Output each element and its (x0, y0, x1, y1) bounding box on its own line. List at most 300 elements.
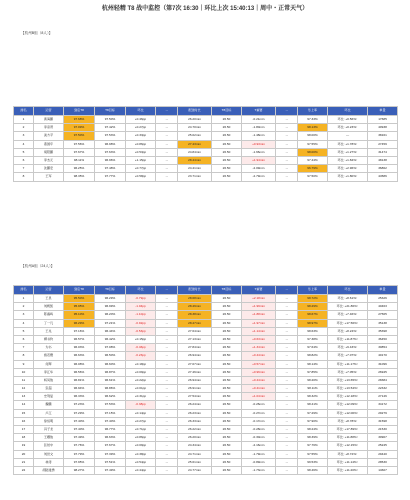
cell-time-target: 26.50 (212, 360, 242, 368)
cell-rank: 19 (14, 442, 34, 450)
table-row (14, 344, 398, 352)
cell-name: 柳书钧 (34, 335, 64, 343)
cell-t8-target: 96.99% (95, 303, 126, 311)
cell-t8-change: -0.92pp (126, 319, 156, 327)
cell-orders: 30907 (368, 434, 398, 442)
table-row (14, 132, 398, 140)
cell-t8-target: 96.60% (95, 360, 126, 368)
cell-t8-rate: 98.27% (64, 466, 95, 474)
table-row (14, 148, 398, 156)
cell-orders: 48138 (368, 156, 398, 164)
cell-delivery-time: 25.61min (178, 458, 212, 466)
cell-t8-target: 97.53% (95, 132, 126, 140)
cell-orders: 27459 (368, 140, 398, 148)
cell-time-target: 26.50 (212, 376, 242, 384)
cell-delivery-time: 27.46min (178, 368, 212, 376)
cell-name: 胡陆建勇 (34, 466, 64, 474)
cell-on-time-rate: 96.79% (298, 165, 328, 173)
cell-t8-rate: 96.81% (64, 376, 95, 384)
cell-t8-rate: 97.95% (64, 458, 95, 466)
cell-arrow: → (156, 344, 178, 352)
cell-arrow2: → (276, 148, 298, 156)
cell-t8-target: 96.42% (95, 335, 126, 343)
cell-on-time-rate: 97.55% (298, 140, 328, 148)
table-row (14, 352, 398, 360)
cell-on-time-rate: 98.32% (298, 393, 328, 401)
cell-name: 李彦贤 (34, 124, 64, 132)
cell-rate-change: 环比: +1.80%↑ (328, 173, 368, 181)
cell-rate-change: 环比: +1.78%↑ (328, 140, 368, 148)
header-rank: 排名 (14, 107, 34, 116)
cell-t8-target: 97.15% (95, 409, 126, 417)
cell-t8-change: +0.44pp (126, 466, 156, 474)
cell-rank: 4 (14, 319, 34, 327)
cell-t8-change: +0.18pp (126, 360, 156, 368)
header-t8-change: 环比 (126, 107, 156, 116)
cell-rate-change: 环比: +8.24%↑ (328, 327, 368, 335)
cell-arrow: → (156, 116, 178, 124)
cell-name: 林涛 (34, 458, 64, 466)
cell-time-delta: +0.44min (242, 376, 276, 384)
cell-rate-change: 环比: +7.46%↑ (328, 311, 368, 319)
cell-rate-change: 环比: +11.88%↑ (328, 434, 368, 442)
cell-rank: 6 (14, 335, 34, 343)
cell-t8-change: +0.58pp (126, 173, 156, 181)
cell-time-delta: -2.16min (242, 442, 276, 450)
cell-rank: 22 (14, 466, 34, 474)
cell-orders: 35398 (368, 327, 398, 335)
cell-t8-target: 96.86% (95, 385, 126, 393)
cell-t8-change: +0.27pp (126, 124, 156, 132)
cell-orders: 36862 (368, 165, 398, 173)
cell-rate-change: 环比: +17.56%↑ (328, 319, 368, 327)
cell-arrow: → (156, 426, 178, 434)
cell-rate-change: 环比: +12.09%↑ (328, 401, 368, 409)
cell-orders: 34172 (368, 401, 398, 409)
cell-arrow: → (156, 393, 178, 401)
cell-on-time-rate: 98.24% (298, 426, 328, 434)
cell-time-delta: -0.26min (242, 401, 276, 409)
cell-orders: 31096 (368, 360, 398, 368)
cell-name: 为书 (34, 344, 64, 352)
cell-t8-rate: 96.94% (64, 385, 95, 393)
header-arrow2: → (276, 107, 298, 116)
cell-time-target: 26.50 (212, 401, 242, 409)
cell-arrow2: → (276, 132, 298, 140)
cell-name: 杨凤俊 (34, 376, 64, 384)
cell-rate-change: 环比: +8.78%↑ (328, 417, 368, 425)
cell-delivery-time: 26.91min (178, 385, 212, 393)
cell-t8-rate: 97.40% (64, 417, 95, 425)
table-row (14, 360, 398, 368)
cell-t8-rate: 96.57% (64, 335, 95, 343)
cell-t8-rate: 96.25% (64, 165, 95, 173)
table-row (14, 442, 398, 450)
cell-time-delta: -0.28min (242, 426, 276, 434)
header-rate-change: 环比 (328, 107, 368, 116)
cell-name: 王兆 (34, 327, 64, 335)
cell-t8-target: 96.50% (95, 352, 126, 360)
cell-time-target: 26.50 (212, 442, 242, 450)
cell-time-delta: -0.30min (242, 434, 276, 442)
cell-time-delta: -1.73min (242, 466, 276, 474)
cell-time-delta: +1.34min (242, 344, 276, 352)
cell-name: 施若鹭 (34, 352, 64, 360)
cell-time-target: 26.50 (212, 116, 242, 124)
cell-time-delta: +0.57min (242, 360, 276, 368)
cell-rate-change: 环比: +7.07%↑ (328, 352, 368, 360)
cell-rank: 11 (14, 376, 34, 384)
cell-arrow2: → (276, 385, 298, 393)
table-row (14, 319, 398, 327)
cell-time-target: 26.50 (212, 385, 242, 393)
cell-t8-target: 96.96% (95, 156, 126, 164)
cell-time-delta: +1.14min (242, 327, 276, 335)
cell-orders: 28530 (368, 458, 398, 466)
cell-time-delta: -1.66min (242, 148, 276, 156)
cell-rank: 1 (14, 116, 34, 124)
cell-on-time-rate: 97.55% (298, 450, 328, 458)
header-delivery-time: 配送时长 (178, 107, 212, 116)
cell-rank: 21 (14, 458, 34, 466)
header-t8-rate: 到店T8 (64, 286, 95, 295)
cell-t8-target: 97.48% (95, 165, 126, 173)
cell-rate-change: 环比: +11.14%↑ (328, 458, 368, 466)
cell-t8-change: +0.33pp (126, 132, 156, 140)
table-row (14, 466, 398, 474)
cell-delivery-time: 26.20min (178, 116, 212, 124)
cell-on-time-rate: 98.82% (298, 352, 328, 360)
cell-delivery-time: 27.84min (178, 344, 212, 352)
cell-arrow2: → (276, 434, 298, 442)
cell-rank: 9 (14, 360, 34, 368)
cell-arrow2: → (276, 393, 298, 401)
table-row (14, 458, 398, 466)
cell-delivery-time: 26.94min (178, 376, 212, 384)
cell-on-time-rate: 97.38% (298, 335, 328, 343)
cell-t8-change: +0.09pp (126, 368, 156, 376)
cell-t8-rate: 97.67% (64, 148, 95, 156)
cell-time-target: 26.50 (212, 458, 242, 466)
cell-arrow2: → (276, 401, 298, 409)
cell-name: 卢江 (34, 409, 64, 417)
cell-name: 王军 (34, 173, 64, 181)
cell-name: 李杰元 (34, 156, 64, 164)
cell-delivery-time: 24.70min (178, 124, 212, 132)
cell-t8-change: +1.15pp (126, 156, 156, 164)
cell-name: 王卿俊 (34, 434, 64, 442)
cell-rate-change: 环比: +2.96%↑ (328, 165, 368, 173)
cell-name: 陈鹿鸣 (34, 311, 64, 319)
header-time-target: T8目标 (212, 286, 242, 295)
cell-time-target: 26.50 (212, 426, 242, 434)
cell-t8-target: 97.08% (95, 344, 126, 352)
cell-t8-rate: 97.76% (64, 442, 95, 450)
cell-t8-rate: 97.68% (64, 116, 95, 124)
table-header-row (14, 107, 398, 116)
cell-rate-change: 环比: +12.00%↑ (328, 409, 368, 417)
cell-rate-change: 环比: +13.54%↑ (328, 385, 368, 393)
cell-delivery-time: 28.38min (178, 311, 212, 319)
cell-t8-change: +0.31pp (126, 393, 156, 401)
cell-t8-change: -0.23pp (126, 352, 156, 360)
cell-orders: 35138 (368, 319, 398, 327)
cell-arrow2: → (276, 319, 298, 327)
cell-rate-change: 环比: +1.84%↑ (328, 156, 368, 164)
cell-time-target: 26.50 (212, 132, 242, 140)
cell-rate-change: 环比: +8.61%↑ (328, 295, 368, 303)
table-row (14, 368, 398, 376)
cell-t8-change: -1.04pp (126, 303, 156, 311)
cell-rank: 3 (14, 311, 34, 319)
cell-arrow: → (156, 417, 178, 425)
cell-time-target: 26.50 (212, 417, 242, 425)
header-t8-rate: 到店T8 (64, 107, 95, 116)
cell-orders: 21530 (368, 426, 398, 434)
header-time-delta: T重要 (242, 107, 276, 116)
cell-time-delta: -1.80min (242, 124, 276, 132)
cell-orders: 27565 (368, 311, 398, 319)
header-arrow: → (156, 286, 178, 295)
cell-arrow2: → (276, 140, 298, 148)
cell-t8-change: -1.10pp (126, 311, 156, 319)
table-row (14, 434, 398, 442)
cell-orders: 40463 (368, 303, 398, 311)
table-row (14, 376, 398, 384)
cell-delivery-time: 24.71min (178, 450, 212, 458)
cell-arrow2: → (276, 124, 298, 132)
cell-t8-target: 96.61% (95, 376, 126, 384)
cell-on-time-rate: 98.11% (298, 385, 328, 393)
header-time-delta: T重要 (242, 286, 276, 295)
cell-arrow: → (156, 458, 178, 466)
header-orders: 单量 (368, 107, 398, 116)
table-row (14, 409, 398, 417)
cell-t8-rate: 97.40% (64, 426, 95, 434)
cell-t8-target: 96.20% (95, 311, 126, 319)
cell-arrow: → (156, 156, 178, 164)
cell-rate-change: 环比: +21.86%↑ (328, 303, 368, 311)
cell-delivery-time: 26.23min (178, 409, 212, 417)
cell-orders: 30854 (368, 344, 398, 352)
cell-rate-change: 环比: +9.43%↑ (328, 344, 368, 352)
cell-t8-target: 96.77% (95, 426, 126, 434)
table-row (14, 401, 398, 409)
cell-on-time-rate: 97.85% (298, 368, 328, 376)
cell-t8-change: +0.09pp (126, 442, 156, 450)
cell-name: 张超 (34, 385, 64, 393)
cell-t8-rate: 95.95% (64, 303, 95, 311)
cell-t8-change: -0.79pp (126, 295, 156, 303)
cell-rank: 2 (14, 124, 34, 132)
cell-arrow2: → (276, 156, 298, 164)
cell-delivery-time: 28.44min (178, 156, 212, 164)
cell-arrow2: → (276, 173, 298, 181)
cell-name: 何辉 (34, 360, 64, 368)
header-orders: 单量 (368, 286, 398, 295)
cell-t8-change: -0.38pp (126, 401, 156, 409)
cell-delivery-time: 24.41min (178, 165, 212, 173)
cell-time-target: 26.50 (212, 156, 242, 164)
cell-rank: 8 (14, 352, 34, 360)
cell-t8-target: 97.67% (95, 442, 126, 450)
cell-delivery-time: 26.94min (178, 352, 212, 360)
cell-name: 徐恒明 (34, 417, 64, 425)
cell-arrow2: → (276, 409, 298, 417)
cell-time-delta: +2.18min (242, 295, 276, 303)
cell-arrow: → (156, 368, 178, 376)
cell-t8-target: 97.21% (95, 319, 126, 327)
cell-delivery-time: 28.68min (178, 295, 212, 303)
cell-time-target: 26.50 (212, 434, 242, 442)
cell-t8-target: 97.77% (95, 173, 126, 181)
cell-rank: 8 (14, 173, 34, 181)
cell-orders: 40170 (368, 352, 398, 360)
cell-t8-target: 97.53% (95, 401, 126, 409)
cell-name: 丁一凡 (34, 319, 64, 327)
cell-orders: 25326 (368, 295, 398, 303)
cell-time-delta: +0.41min (242, 385, 276, 393)
cell-time-delta: +0.96min (242, 368, 276, 376)
cell-time-delta: +0.63min (242, 335, 276, 343)
cell-orders: 44586 (368, 173, 398, 181)
cell-arrow2: → (276, 165, 298, 173)
cell-t8-change: +0.53pp (126, 148, 156, 156)
cell-orders: 25245 (368, 442, 398, 450)
cell-arrow: → (156, 148, 178, 156)
cell-t8-rate: 95.50% (64, 295, 95, 303)
cell-t8-target: 96.87% (95, 368, 126, 376)
cell-name: 燕国牢 (34, 140, 64, 148)
cell-t8-rate: 97.29% (64, 409, 95, 417)
cell-t8-rate: 97.50% (64, 132, 95, 140)
cell-arrow2: → (276, 295, 298, 303)
cell-delivery-time: 27.07min (178, 360, 212, 368)
cell-delivery-time: 27.13min (178, 335, 212, 343)
cell-rate-change: 环比: +0.23%↑ (328, 124, 368, 132)
cell-delivery-time: 24.34min (178, 442, 212, 450)
cell-on-time-rate: 98.00% (298, 148, 328, 156)
cell-rate-change: 环比: +11.87%↑ (328, 335, 368, 343)
cell-rank: 17 (14, 426, 34, 434)
table-row (14, 303, 398, 311)
cell-name: 李江华 (34, 368, 64, 376)
cell-t8-rate: 96.33% (64, 393, 95, 401)
cell-on-time-rate: 99.53% (298, 458, 328, 466)
cell-arrow: → (156, 303, 178, 311)
cell-time-delta: +0.44min (242, 352, 276, 360)
cell-orders: 36450 (368, 335, 398, 343)
cell-time-target: 26.50 (212, 327, 242, 335)
table-header-row (14, 286, 398, 295)
cell-time-delta: -0.27min (242, 409, 276, 417)
cell-rank: 14 (14, 401, 34, 409)
cell-name: 史利复 (34, 393, 64, 401)
cell-rate-change: 环比: +7.05%↑ (328, 368, 368, 376)
cell-arrow: → (156, 376, 178, 384)
cell-arrow2: → (276, 116, 298, 124)
cell-time-delta: +1.97min (242, 319, 276, 327)
header-t8-target: T8目标 (95, 107, 126, 116)
cell-t8-target: 97.50% (95, 116, 126, 124)
table-row (14, 385, 398, 393)
cell-t8-rate: 96.03% (64, 344, 95, 352)
cell-time-target: 26.50 (212, 335, 242, 343)
cell-rank: 5 (14, 327, 34, 335)
cell-t8-rate: 96.29% (64, 319, 95, 327)
cell-on-time-rate: 97.50% (298, 173, 328, 181)
cell-delivery-time: 23.71min (178, 173, 212, 181)
cell-rate-change: 环比: +11.20%↑ (328, 466, 368, 474)
cell-time-delta: -0.89min (242, 458, 276, 466)
table-row (14, 124, 398, 132)
cell-on-time-rate: 98.67% (298, 311, 328, 319)
cell-delivery-time: 26.33min (178, 417, 212, 425)
cell-time-delta: -2.79min (242, 173, 276, 181)
cell-time-delta: -1.79min (242, 450, 276, 458)
cell-t8-target: 96.29% (95, 295, 126, 303)
table-row (14, 335, 398, 343)
cell-on-time-rate: 98.63% (298, 327, 328, 335)
cell-arrow: → (156, 173, 178, 181)
cell-rank: 5 (14, 148, 34, 156)
cell-arrow: → (156, 352, 178, 360)
cell-arrow: → (156, 450, 178, 458)
cell-arrow: → (156, 165, 178, 173)
cell-t8-change: +0.01pp (126, 385, 156, 393)
cell-t8-target: 96.62% (95, 393, 126, 401)
cell-time-target: 26.50 (212, 319, 242, 327)
header-name: 运营 (34, 107, 64, 116)
cell-t8-rate: 96.56% (64, 368, 95, 376)
cell-delivery-time: 25.02min (178, 132, 212, 140)
cell-t8-change: +0.38pp (126, 450, 156, 458)
header-name: 运营 (34, 286, 64, 295)
cell-orders: 27146 (368, 393, 398, 401)
cell-time-target: 26.50 (212, 140, 242, 148)
cell-rank: 3 (14, 132, 34, 140)
cell-rank: 16 (14, 417, 34, 425)
cell-arrow: → (156, 140, 178, 148)
cell-arrow: → (156, 442, 178, 450)
cell-t8-rate: 98.35% (64, 173, 95, 181)
cell-t8-change: +0.86pp (126, 140, 156, 148)
cell-time-target: 26.50 (212, 311, 242, 319)
cell-arrow2: → (276, 311, 298, 319)
cell-t8-rate: 96.08% (64, 360, 95, 368)
cell-on-time-rate: 98.20% (298, 376, 328, 384)
section-label-a: 【杭州A组（24人）】 (21, 264, 55, 268)
cell-arrow2: → (276, 458, 298, 466)
cell-delivery-time: 27.64min (178, 327, 212, 335)
cell-on-time-rate: 98.14% (298, 360, 328, 368)
team-b-table (13, 106, 398, 182)
cell-time-delta: -1.48min (242, 132, 276, 140)
header-delivery-time: 配送时长 (178, 286, 212, 295)
cell-t8-change: +0.14pp (126, 409, 156, 417)
cell-name: 王泉 (34, 295, 64, 303)
table-row (14, 417, 398, 425)
cell-rank: 12 (14, 385, 34, 393)
cell-rank: 7 (14, 344, 34, 352)
cell-rate-change: 环比: +0.56%↑ (328, 116, 368, 124)
cell-arrow: → (156, 360, 178, 368)
cell-arrow: → (156, 132, 178, 140)
table-row (14, 327, 398, 335)
header-arrow2: → (276, 286, 298, 295)
cell-arrow2: → (276, 417, 298, 425)
cell-delivery-time: 24.84min (178, 148, 212, 156)
